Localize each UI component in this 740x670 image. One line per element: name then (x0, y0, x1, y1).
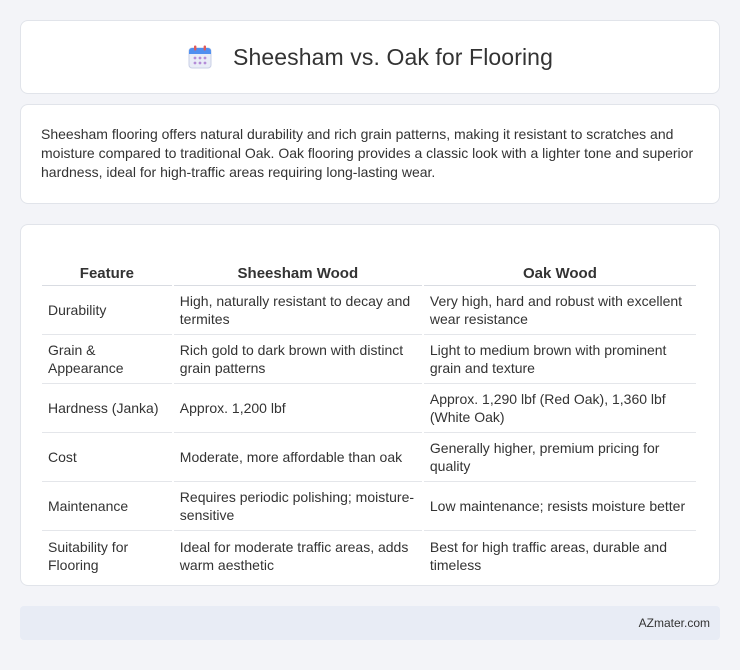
table-header-row (42, 245, 696, 286)
footer (20, 606, 720, 640)
oak-cell: Approx. 1,290 lbf (Red Oak), 1,360 lbf (White Oak) (424, 384, 696, 433)
feature-cell: Hardness (Janka) (42, 384, 172, 433)
feature-cell: Durability (42, 286, 172, 335)
oak-cell: Low maintenance; resists moisture better (424, 482, 696, 531)
table-row (42, 335, 696, 384)
feature-cell: Cost (42, 433, 172, 482)
oak-cell: Very high, hard and robust with excellent wear resistance (424, 286, 696, 335)
feature-cell: Maintenance (42, 482, 172, 531)
comparison-table (40, 245, 698, 580)
sheesham-cell: Ideal for moderate traffic areas, adds warm aesthetic (179, 538, 409, 573)
page-title: Sheesham vs. Oak for Flooring (233, 43, 553, 70)
feature-cell: Grain & Appearance (42, 335, 172, 384)
footer-brand[interactable]: AZmater.com (638, 616, 710, 630)
feature-cell: Suitability for Flooring (48, 538, 129, 573)
sheesham-cell: Approx. 1,200 lbf (174, 384, 422, 433)
sheesham-cell: Moderate, more affordable than oak (174, 433, 422, 482)
title-card (20, 20, 720, 94)
sheesham-cell: High, naturally resistant to decay and termites (174, 286, 422, 335)
header-oak: Oak Wood (424, 245, 696, 286)
table-row (42, 433, 696, 482)
header-feature: Feature (42, 245, 172, 286)
calendar-icon (187, 44, 213, 70)
table-row (42, 531, 696, 580)
table-row (42, 384, 696, 433)
oak-cell: Light to medium brown with prominent grain and texture (424, 335, 696, 384)
oak-cell: Best for high traffic areas, durable and timeless (429, 538, 667, 573)
intro-text: Sheesham flooring offers natural durability and rich grain patterns, making it resistant to scratches and moisture compared to traditional Oak. Oak flooring provides a classic look with a lighter tone and superior hardness, ideal for high-traffic areas requiring long-lasting wear. (41, 126, 694, 180)
table-row (42, 286, 696, 335)
header-sheesham: Sheesham Wood (174, 245, 422, 286)
sheesham-cell: Requires periodic polishing; moisture-sensitive (174, 482, 422, 531)
table-row (42, 482, 696, 531)
sheesham-cell: Rich gold to dark brown with distinct grain patterns (174, 335, 422, 384)
intro-card (20, 104, 720, 204)
oak-cell: Generally higher, premium pricing for quality (424, 433, 696, 482)
comparison-card (20, 224, 720, 586)
